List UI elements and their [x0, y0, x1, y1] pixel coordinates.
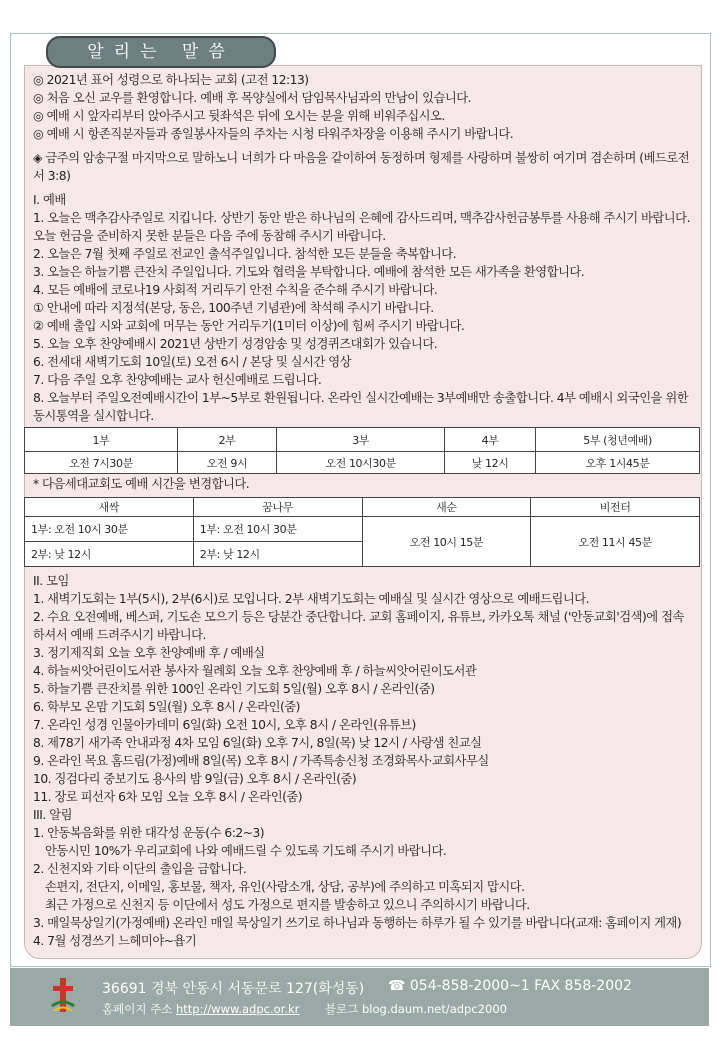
table-header: 새순 — [362, 498, 531, 517]
page-title: 알리는 말씀 — [46, 36, 276, 68]
notice-item: 3. 매일묵상일기(가정예배) 온라인 매일 묵상일기 쓰기로 하나님과 동행하는 하루가 될 수 있기를 바랍니다(교재: 홈페이지 게재) — [33, 916, 682, 930]
worship-item: 7. 다음 주일 오후 찬양예배는 교사 헌신예배로 드립니다. — [33, 373, 322, 387]
worship-item: ② 예배 출입 시와 교회에 머무는 동안 거리두기(1미터 이상)에 힘써 주시기 바랍니다. — [33, 319, 465, 333]
meeting-item: 11. 장로 피선자 6차 모임 오늘 오후 8시 / 온라인(줌) — [33, 790, 303, 804]
worship-heading: I. 예배 — [33, 193, 66, 207]
notice-subitem: 최근 가정으로 신천지 등 이단에서 성도 가정으로 편지를 발송하고 있으니 주의하시기 바랍니다. — [45, 898, 530, 912]
meeting-item: 7. 온라인 성경 인물아카데미 6일(화) 오전 10시, 오후 8시 / 온라인(유튜브) — [33, 718, 416, 732]
meeting-item: 10. 징검다리 중보기도 용사의 밤 9일(금) 오후 8시 / 온라인(줌) — [33, 772, 357, 786]
table-cell: 1부: 오전 10시 30분 — [25, 517, 194, 542]
meeting-item: 5. 하늘기쁨 큰잔치를 위한 100인 온라인 기도회 5일(월) 오후 8시 / 온라인(줌) — [33, 682, 435, 696]
notices-heading: III. 알림 — [33, 808, 72, 822]
homepage-link[interactable]: http://www.adpc.or.kr — [175, 1002, 300, 1016]
table-header: 꿈나무 — [193, 498, 362, 517]
next-gen-table — [24, 497, 700, 567]
footer-bar — [10, 968, 709, 1026]
worship-item: 3. 오늘은 하늘기쁨 큰잔치 주일입니다. 기도와 협력을 부탁합니다. 예배에 참석한 모든 새가족을 환영합니다. — [33, 265, 585, 279]
table-header: 3부 — [277, 428, 445, 452]
table-cell: 오전 11시 45분 — [531, 517, 700, 567]
meeting-item: 2. 수요 오전예배, 베스퍼, 기도손 모으기 등은 당분간 중단합니다. 교회 홈페이지, 유튜브, 카카오톡 채널 ('안동교회'검색)에 접속하셔서 예배 드려주시기 바랍니다. — [33, 610, 684, 642]
blog-label: 블로그 — [325, 1002, 359, 1016]
blog-link[interactable]: blog.daum.net/adpc2000 — [361, 1002, 507, 1016]
table-cell: 1부: 오전 10시 30분 — [193, 517, 362, 542]
worship-item: ① 안내에 따라 지정석(본당, 동은, 100주년 기념관)에 착석해 주시기 바랍니다. — [33, 301, 434, 315]
homepage-label: 홈페이지 주소 — [102, 1002, 173, 1016]
table-cell: 2부: 낮 12시 — [193, 542, 362, 567]
table-cell: 오전 10시 15분 — [362, 517, 531, 567]
worship-item: 6. 전세대 새벽기도회 10일(토) 오전 6시 / 본당 및 실시간 영상 — [33, 355, 351, 369]
table-cell: 오전 9시 — [177, 452, 276, 474]
table-cell: 2부: 낮 12시 — [25, 542, 194, 567]
table-header: 비전터 — [531, 498, 700, 517]
table-header: 1부 — [25, 428, 178, 452]
announcement-body — [33, 71, 695, 425]
footer-address: 36691 경북 안동시 서동문로 127(화성동) — [102, 981, 365, 997]
meeting-item: 9. 온라인 목요 홈드림(가정)예배 8일(목) 오후 8시 / 가족특송신청 조경화목사·교회사무실 — [33, 754, 489, 768]
worship-item: 2. 오늘은 7월 첫째 주일로 전교인 출석주일입니다. 참석한 모든 분들을 축복합니다. — [33, 247, 457, 261]
notice-subitem: 손편지, 전단지, 이메일, 홍보물, 책자, 유인(사람소개, 상담, 공부)에 주의하고 미혹되지 맙시다. — [45, 880, 525, 894]
meeting-item: 8. 제78기 새가족 안내과정 4차 모임 6일(화) 오후 7시, 8일(목) 낮 12시 / 사랑샘 친교실 — [33, 736, 482, 750]
meeting-item: 3. 정기제직회 오늘 오후 찬양예배 후 / 예배실 — [33, 646, 265, 660]
intro-line: ◎ 2021년 표어 성령으로 하나되는 교회 (고전 12:13) — [33, 73, 309, 87]
table-header: 5부 (청년예배) — [536, 428, 700, 452]
table-header: 2부 — [177, 428, 276, 452]
notice-item: 2. 신천지와 기타 이단의 출입을 금합니다. — [33, 862, 247, 876]
table-header: 새싹 — [25, 498, 194, 517]
table-cell: 오전 7시30분 — [25, 452, 178, 474]
announcement-body-2 — [33, 572, 695, 950]
table-cell: 오전 10시30분 — [277, 452, 445, 474]
church-cross-icon — [50, 976, 76, 1014]
footer-phone: ☎ 054-858-2000~1 FAX 858-2002 — [388, 978, 632, 994]
next-gen-note: * 다음세대교회도 예배 시간을 변경합니다. — [33, 477, 250, 491]
meeting-item: 4. 하늘씨앗어린이도서관 봉사자 월례회 오늘 오후 찬양예배 후 / 하늘씨앗어린이도서관 — [33, 664, 477, 678]
intro-line: ◎ 예배 시 앞자리부터 앉아주시고 뒷좌석은 뒤에 오시는 분을 위해 비워주십시오. — [33, 109, 445, 123]
footer-links — [102, 1001, 507, 1017]
intro-line: ◎ 예배 시 항존직분자들과 종일봉사자들의 주차는 시청 타워주차장을 이용해 주시기 바랍니다. — [33, 127, 514, 141]
notice-item: 4. 7월 성경쓰기 느헤미야~욥기 — [33, 934, 197, 948]
meeting-item: 6. 학부모 온맘 기도회 5일(월) 오후 8시 / 온라인(줌) — [33, 700, 300, 714]
service-time-table — [24, 427, 700, 474]
table-cell: 낮 12시 — [445, 452, 536, 474]
meetings-heading: II. 모임 — [33, 574, 69, 588]
notice-subitem: 안동시민 10%가 우리교회에 나와 예배드릴 수 있도록 기도해 주시기 바랍니다. — [45, 844, 447, 858]
table-cell: 오후 1시45분 — [536, 452, 700, 474]
intro-line: ◎ 처음 오신 교우를 환영합니다. 예배 후 목양실에서 담임목사님과의 만남이 있습니다. — [33, 91, 472, 105]
worship-item: 8. 오늘부터 주일오전예배시간이 1부~5부로 환원됩니다. 온라인 실시간예배는 3부예배만 송출합니다. 4부 예배시 외국인을 위한 동시통역을 실시합니다. — [33, 391, 689, 423]
table-header: 4부 — [445, 428, 536, 452]
worship-item: 5. 오늘 오후 찬양예배시 2021년 상반기 성경암송 및 성경퀴즈대회가 있습니다. — [33, 337, 438, 351]
memory-verse: ◈ 금주의 암송구절 마지막으로 말하노니 너희가 다 마음을 같이하여 동정하며 형제를 사랑하며 불쌍히 여기며 겸손하며 (베드로전서 3:8) — [33, 151, 690, 183]
worship-item: 4. 모든 예배에 코로나19 사회적 거리두기 안전 수칙을 준수해 주시기 바랍니다. — [33, 283, 438, 297]
notice-item: 1. 안동복음화를 위한 대각성 운동(수 6:2~3) — [33, 826, 265, 840]
meeting-item: 1. 새벽기도회는 1부(5시), 2부(6시)로 모입니다. 2부 새벽기도회는 예배실 및 실시간 영상으로 예배드립니다. — [33, 592, 590, 606]
worship-item: 1. 오늘은 맥추감사주일로 지킵니다. 상반기 동안 받은 하나님의 은혜에 감사드리며, 맥추감사헌금봉투를 사용해 주시기 바랍니다. 오늘 헌금을 준비하지 못한 분들은 다음 주에 동참해 주시기 바랍니다. — [33, 211, 690, 243]
